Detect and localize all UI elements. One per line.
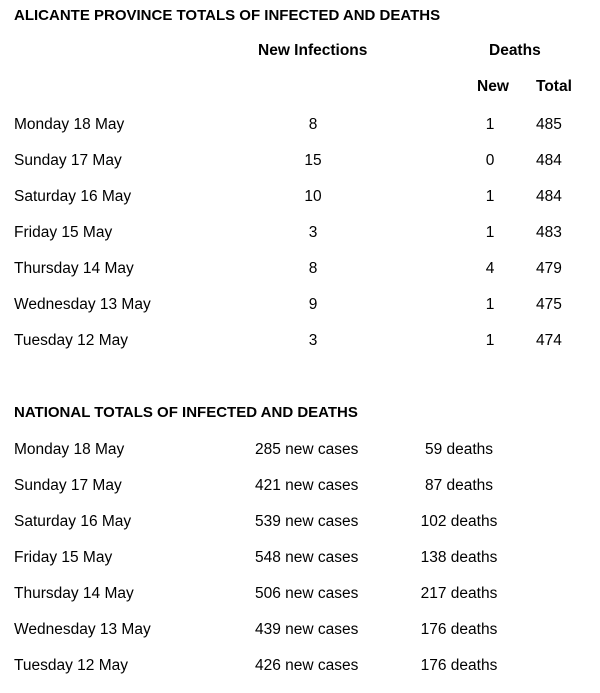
row-new-infections: 9 bbox=[308, 296, 318, 313]
row-deaths: 176 deaths bbox=[420, 621, 498, 638]
header-new-infections: New Infections bbox=[258, 42, 368, 59]
row-deaths-new: 4 bbox=[485, 260, 495, 277]
row-deaths: 138 deaths bbox=[420, 549, 498, 566]
row-new-infections: 8 bbox=[308, 260, 318, 277]
row-cases: 426 new cases bbox=[255, 657, 359, 674]
row-date: Thursday 14 May bbox=[14, 585, 134, 602]
row-deaths-total: 474 bbox=[536, 332, 562, 349]
row-deaths-new: 1 bbox=[485, 296, 495, 313]
row-deaths-total: 485 bbox=[536, 116, 562, 133]
row-date: Monday 18 May bbox=[14, 441, 125, 458]
header-deaths-new: New bbox=[477, 78, 509, 95]
row-date: Monday 18 May bbox=[14, 116, 125, 133]
row-cases: 506 new cases bbox=[255, 585, 359, 602]
row-date: Friday 15 May bbox=[14, 549, 113, 566]
row-date: Friday 15 May bbox=[14, 224, 113, 241]
row-deaths-new: 1 bbox=[485, 224, 495, 241]
alicante-title: ALICANTE PROVINCE TOTALS OF INFECTED AND DEATHS bbox=[14, 7, 441, 24]
row-new-infections: 3 bbox=[308, 224, 318, 241]
row-date: Saturday 16 May bbox=[14, 513, 132, 530]
row-cases: 421 new cases bbox=[255, 477, 359, 494]
row-deaths-total: 483 bbox=[536, 224, 562, 241]
row-deaths-new: 0 bbox=[485, 152, 495, 169]
row-deaths-new: 1 bbox=[485, 332, 495, 349]
row-cases: 285 new cases bbox=[255, 441, 359, 458]
row-date: Wednesday 13 May bbox=[14, 621, 151, 638]
row-new-infections: 3 bbox=[308, 332, 318, 349]
row-deaths-new: 1 bbox=[485, 116, 495, 133]
row-deaths: 176 deaths bbox=[420, 657, 498, 674]
row-deaths: 87 deaths bbox=[424, 477, 494, 494]
row-new-infections: 15 bbox=[304, 152, 322, 169]
row-deaths: 217 deaths bbox=[420, 585, 498, 602]
row-date: Wednesday 13 May bbox=[14, 296, 151, 313]
row-deaths-new: 1 bbox=[485, 188, 495, 205]
row-deaths-total: 475 bbox=[536, 296, 562, 313]
national-title: NATIONAL TOTALS OF INFECTED AND DEATHS bbox=[14, 404, 358, 421]
row-cases: 548 new cases bbox=[255, 549, 359, 566]
row-date: Thursday 14 May bbox=[14, 260, 134, 277]
header-deaths: Deaths bbox=[489, 42, 541, 59]
row-cases: 539 new cases bbox=[255, 513, 359, 530]
row-deaths: 102 deaths bbox=[420, 513, 498, 530]
row-date: Sunday 17 May bbox=[14, 477, 122, 494]
row-new-infections: 8 bbox=[308, 116, 318, 133]
row-date: Sunday 17 May bbox=[14, 152, 122, 169]
row-new-infections: 10 bbox=[304, 188, 322, 205]
row-deaths-total: 484 bbox=[536, 188, 562, 205]
row-deaths-total: 479 bbox=[536, 260, 562, 277]
row-date: Saturday 16 May bbox=[14, 188, 132, 205]
row-date: Tuesday 12 May bbox=[14, 657, 129, 674]
row-deaths-total: 484 bbox=[536, 152, 562, 169]
header-deaths-total: Total bbox=[536, 78, 572, 95]
row-deaths: 59 deaths bbox=[424, 441, 494, 458]
row-date: Tuesday 12 May bbox=[14, 332, 129, 349]
row-cases: 439 new cases bbox=[255, 621, 359, 638]
